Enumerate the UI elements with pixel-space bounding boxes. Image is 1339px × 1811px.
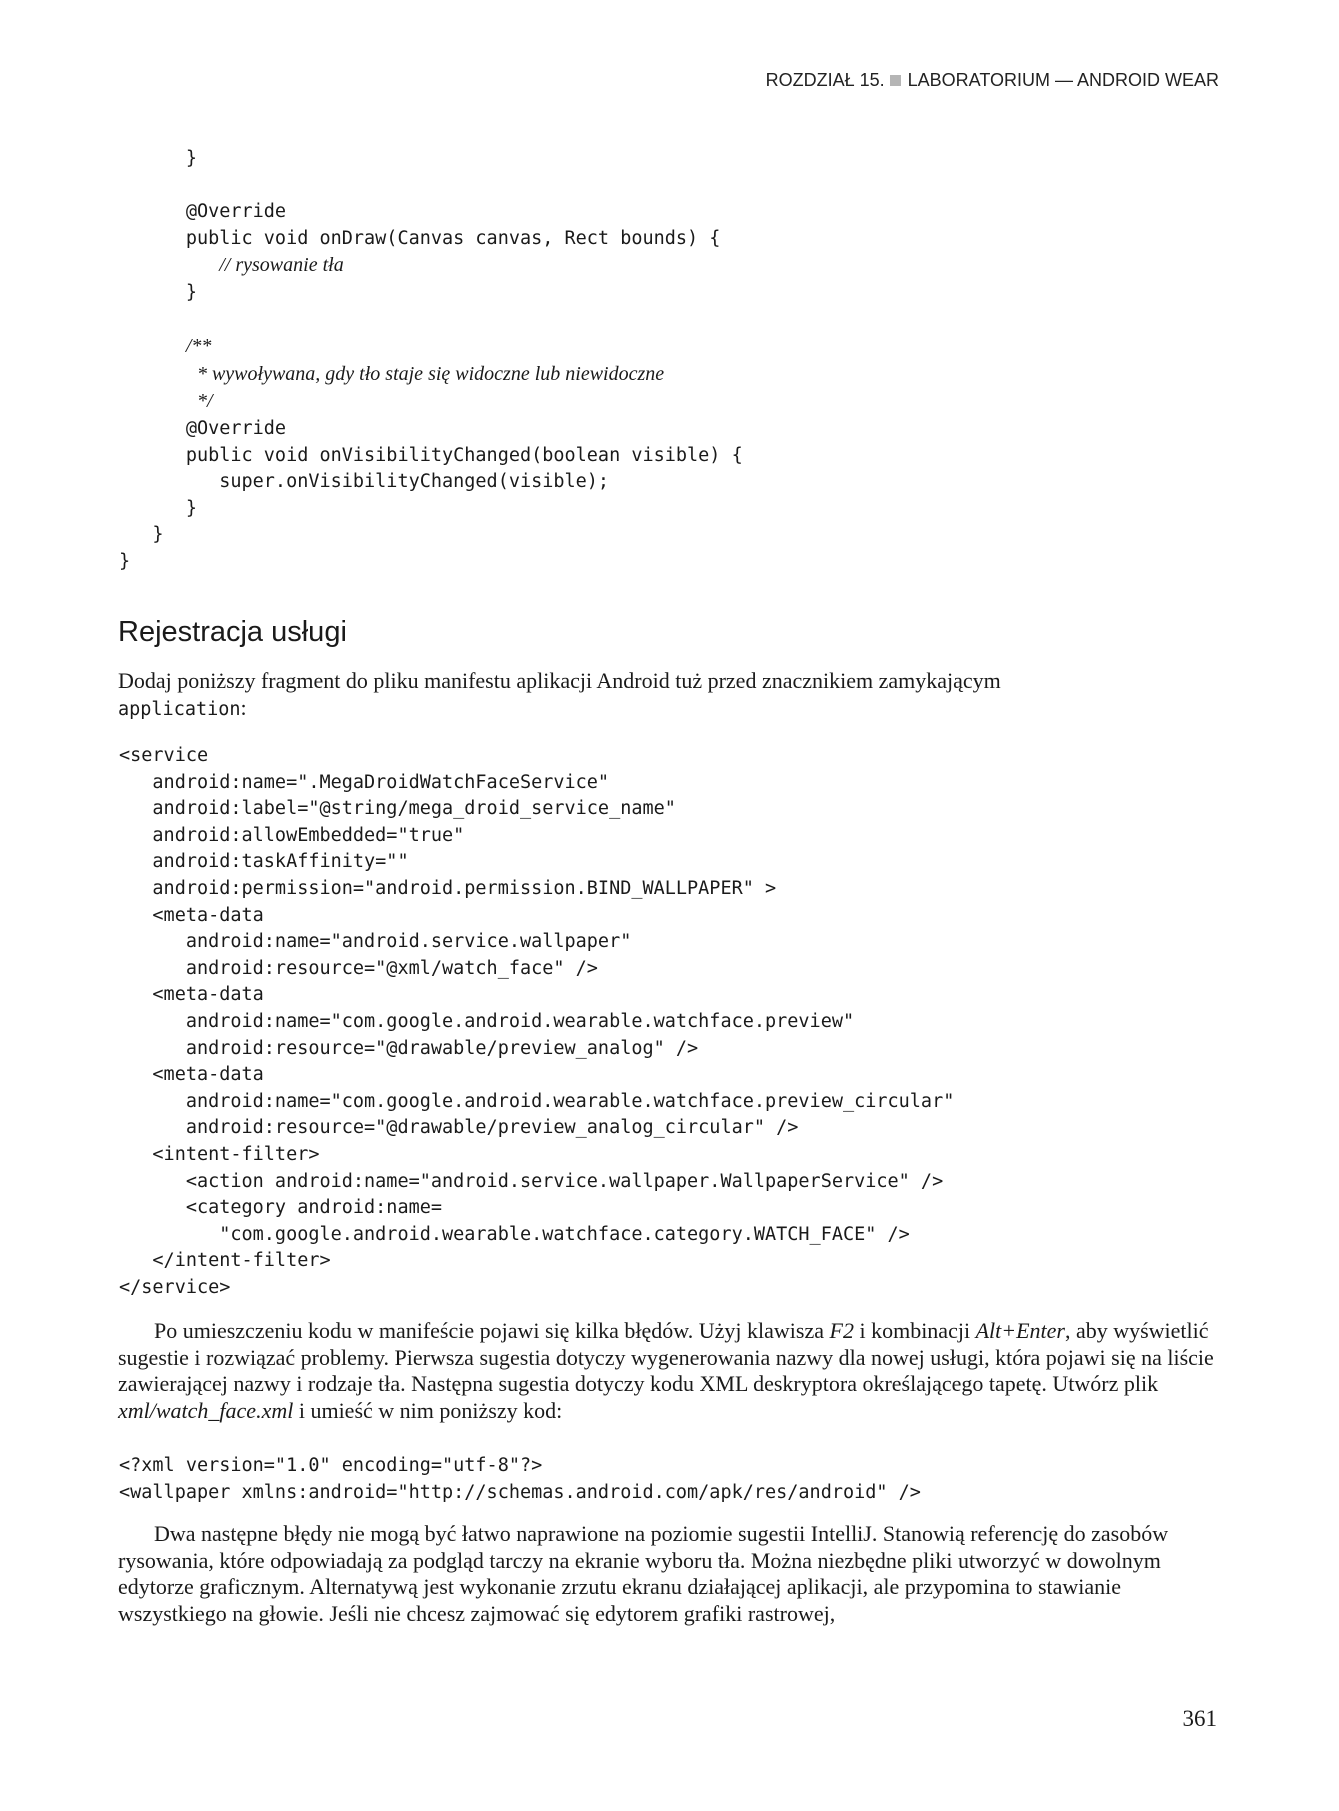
code-line: public void onDraw(Canvas canvas, Rect bounds) { <box>119 227 721 249</box>
code-line: android:name="android.service.wallpaper" <box>119 931 632 953</box>
code-line: </intent-filter> <box>119 1250 331 1272</box>
intro-paragraph <box>118 668 1218 723</box>
text-run: i kombinacji <box>853 1318 976 1343</box>
page-number: 361 <box>1182 1706 1217 1731</box>
code-comment: /** <box>185 335 212 358</box>
code-line: </service> <box>119 1276 231 1298</box>
code-line: <wallpaper xmlns:android="http://schemas.android.com/apk/res/android" /> <box>119 1481 921 1503</box>
code-line: android:name="com.google.android.wearable.watchface.preview" <box>119 1010 855 1032</box>
code-line: @Override <box>119 201 287 223</box>
code-line: <meta-data <box>119 904 264 926</box>
code-line: android:resource="@drawable/preview_analog_circular" /> <box>119 1117 799 1139</box>
text-run: i umieść w nim poniższy kod: <box>293 1397 563 1423</box>
code-line: android:name=".MegaDroidWatchFaceService" <box>119 771 610 793</box>
intro-end: : <box>240 694 247 720</box>
code-line: android:label="@string/mega_droid_service_name" <box>119 798 676 820</box>
chapter-title: LABORATORIUM — ANDROID WEAR <box>907 70 1219 90</box>
intro-text: Dodaj poniższy fragment do pliku manifestu aplikacji Android tuż przed znacznikiem zamykającym <box>118 668 1001 693</box>
square-bullet-icon <box>890 75 901 86</box>
code-line: } <box>119 550 131 572</box>
code-line: <category android:name= <box>119 1197 443 1219</box>
text-run: , aby wyświetlić sugestie i rozwiązać problemy. Pierwsza sugestia dotyczy wygenerowania nazwy dla nowej usługi, która pojawi się na liście zawierającej nazwy i rodzaje tła. Następna sugestia dotyczy kodu XML deskryptora określającego tapetę. Utwórz plik <box>118 1318 1214 1396</box>
code-line: android:resource="@xml/watch_face" /> <box>119 957 598 979</box>
code-line: super.onVisibilityChanged(visible); <box>119 471 610 493</box>
code-line: } <box>119 524 164 546</box>
section-heading: Rejestracja usługi <box>118 616 347 648</box>
code-line: android:allowEmbedded="true" <box>119 824 465 846</box>
text-run: Po umieszczeniu kodu w manifeście pojawi się kilka błędów. Użyj klawisza <box>154 1318 830 1343</box>
file-path: xml/watch_face.xml <box>118 1397 294 1423</box>
code-comment: // rysowanie tła <box>219 254 344 277</box>
code-line: <meta-data <box>119 984 264 1006</box>
code-line: <action android:name="android.service.wallpaper.WallpaperService" /> <box>119 1170 944 1192</box>
code-line: android:permission="android.permission.BIND_WALLPAPER" > <box>119 877 777 899</box>
code-line: <service <box>119 745 209 766</box>
body-paragraph-errors <box>118 1318 1218 1424</box>
code-line: public void onVisibilityChanged(boolean visible) { <box>119 444 743 466</box>
chapter-label: ROZDZIAŁ 15. <box>765 70 885 90</box>
key-combination: Alt+Enter <box>975 1318 1065 1343</box>
code-block-watchface-engine <box>119 146 743 576</box>
code-line: android:resource="@drawable/preview_analog" /> <box>119 1037 699 1059</box>
code-block-watch-face-xml <box>119 1453 921 1506</box>
code-comment: * wywoływana, gdy tło staje się widoczne lub niewidoczne <box>196 362 665 385</box>
key-name: F2 <box>829 1318 854 1343</box>
intro-inline-code: application <box>118 698 241 720</box>
code-comment: */ <box>196 390 213 413</box>
code-line: android:name="com.google.android.wearable.watchface.preview_circular" <box>119 1090 955 1112</box>
code-line: } <box>119 497 197 519</box>
code-line: android:taskAffinity="" <box>119 851 409 873</box>
code-block-manifest-service <box>119 743 954 1301</box>
code-line: @Override <box>119 417 287 439</box>
body-paragraph-drawables: Dwa następne błędy nie mogą być łatwo naprawione na poziomie sugestii IntelliJ. Stanowią referencję do zasobów rysowania, które odpowiadają za podgląd tarczy na ekranie wyboru tła. Można niezbędne pliki utworzyć w dowolnym edytorze graficznym. Alternatywą jest wykonanie zrzutu ekranu działającej aplikacji, ale przypomina to stawianie wszystkiego na głowie. Jeśli nie chcesz zajmować się edytorem grafiki rastrowej, <box>118 1521 1169 1626</box>
code-line: <?xml version="1.0" encoding="utf-8"?> <box>119 1455 543 1476</box>
code-line: } <box>119 148 197 169</box>
running-header <box>766 70 1219 91</box>
code-line: <meta-data <box>119 1064 264 1086</box>
code-line: <intent-filter> <box>119 1143 320 1165</box>
code-line: "com.google.android.wearable.watchface.category.WATCH_FACE" /> <box>119 1223 910 1245</box>
code-line: } <box>119 281 197 303</box>
